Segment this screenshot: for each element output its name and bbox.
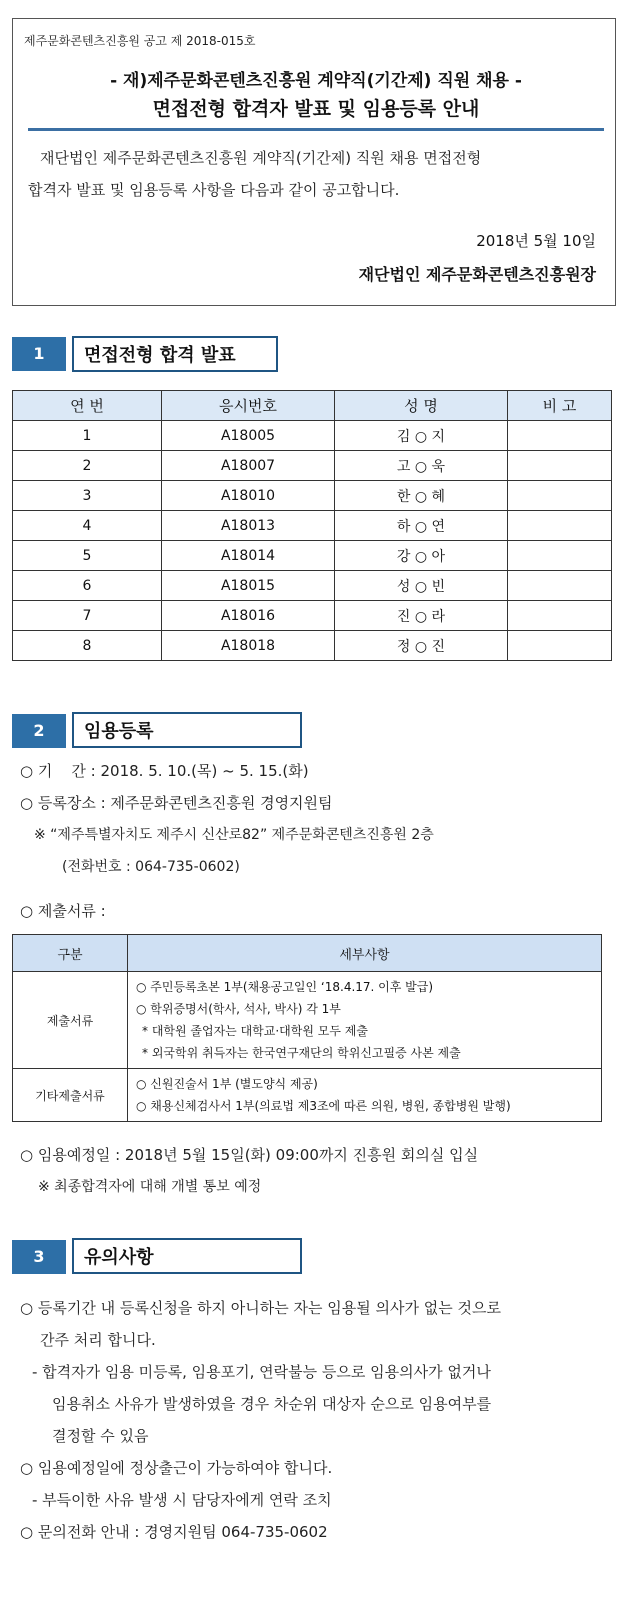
appointment-note: ※ 최종합격자에 대해 개별 통보 예정: [38, 1179, 262, 1195]
cell-no: 1: [13, 421, 162, 451]
section3-number: 3: [12, 1240, 66, 1274]
cell-exam-no: A18014: [162, 541, 335, 571]
results-row: [13, 481, 612, 511]
results-header-row: [13, 391, 612, 421]
cell-exam-no: A18018: [162, 631, 335, 661]
cell-name: 하 ○ 연: [335, 511, 508, 541]
cell-no: 6: [13, 571, 162, 601]
documents-row-required: [13, 972, 602, 1069]
results-row: [13, 571, 612, 601]
cell-no: 7: [13, 601, 162, 631]
cell-name: 강 ○ 아: [335, 541, 508, 571]
section2-number: 2: [12, 714, 66, 748]
col-header-exam-no: 응시번호: [162, 391, 335, 421]
cell-no: 4: [13, 511, 162, 541]
notice-title-block: [28, 60, 604, 131]
note-line: 결정할 수 있음: [52, 1427, 149, 1445]
cell-name: 한 ○ 혜: [335, 481, 508, 511]
results-row: [13, 421, 612, 451]
col-header-no: 연 번: [13, 391, 162, 421]
cell-name: 김 ○ 지: [335, 421, 508, 451]
note-line: ○ 문의전화 안내 : 경영지원팀 064-735-0602: [20, 1523, 328, 1541]
note-line: 간주 처리 합니다.: [40, 1331, 156, 1349]
section3-title: 유의사항: [72, 1238, 302, 1274]
cell-remark: [508, 511, 612, 541]
results-row: [13, 541, 612, 571]
cell-name: 정 ○ 진: [335, 631, 508, 661]
cell-remark: [508, 481, 612, 511]
section1-number: 1: [12, 337, 66, 371]
col-header-remark: 비 고: [508, 391, 612, 421]
section2-title: 임용등록: [72, 712, 302, 748]
documents-item: ○ 주민등록초본 1부(채용공고일인 ‘18.4.17. 이후 발급): [136, 980, 434, 994]
cell-exam-no: A18005: [162, 421, 335, 451]
documents-col-detail: 세부사항: [128, 935, 602, 972]
documents-header-row: [13, 935, 602, 972]
appointment-date: ○ 임용예정일 : 2018년 5월 15일(화) 09:00까지 진흥원 회의실 입실: [20, 1146, 479, 1164]
note-line: - 합격자가 임용 미등록, 임용포기, 연락불능 등으로 임용의사가 없거나: [32, 1363, 491, 1381]
documents-detail: [128, 1069, 602, 1122]
cell-remark: [508, 541, 612, 571]
documents-item: * 외국학위 취득자는 한국연구재단의 학위신고필증 사본 제출: [142, 1046, 461, 1060]
documents-item: ○ 채용신체검사서 1부(의료법 제3조에 따른 의원, 병원, 종합병원 발행): [136, 1099, 511, 1113]
note-line: 임용취소 사유가 발생하였을 경우 차순위 대상자 순으로 임용여부를: [52, 1395, 492, 1413]
note-line: ○ 임용예정일에 정상출근이 가능하여야 합니다.: [20, 1459, 333, 1477]
documents-item: ○ 학위증명서(학사, 석사, 박사) 각 1부: [136, 1002, 341, 1016]
results-row: [13, 631, 612, 661]
registration-phone: (전화번호 : 064-735-0602): [62, 859, 240, 875]
notice-date: 2018년 5월 10일: [476, 232, 596, 250]
cell-remark: [508, 451, 612, 481]
cell-no: 2: [13, 451, 162, 481]
note-line: - 부득이한 사유 발생 시 담당자에게 연락 조치: [32, 1491, 332, 1509]
cell-exam-no: A18015: [162, 571, 335, 601]
documents-row-other: [13, 1069, 602, 1122]
cell-no: 3: [13, 481, 162, 511]
cell-no: 5: [13, 541, 162, 571]
results-row: [13, 451, 612, 481]
cell-remark: [508, 571, 612, 601]
signer: 재단법인 제주문화콘텐츠진흥원장: [358, 265, 596, 284]
cell-exam-no: A18016: [162, 601, 335, 631]
documents-category: 기타제출서류: [13, 1069, 128, 1122]
cell-remark: [508, 601, 612, 631]
cell-name: 고 ○ 욱: [335, 451, 508, 481]
cell-exam-no: A18007: [162, 451, 335, 481]
documents-label: ○ 제출서류 :: [20, 902, 106, 920]
cell-exam-no: A18010: [162, 481, 335, 511]
col-header-name: 성 명: [335, 391, 508, 421]
cell-remark: [508, 421, 612, 451]
notice-number: 제주문화콘텐츠진흥원 공고 제 2018-015호: [24, 34, 256, 48]
cell-exam-no: A18013: [162, 511, 335, 541]
documents-table: [12, 934, 602, 1122]
documents-category: 제출서류: [13, 972, 128, 1069]
intro-text: [28, 142, 608, 206]
note-line: ○ 등록기간 내 등록신청을 하지 아니하는 자는 임용될 의사가 없는 것으로: [20, 1299, 501, 1317]
notes-list: [20, 1292, 620, 1548]
documents-item: * 대학원 졸업자는 대학교·대학원 모두 제출: [142, 1024, 368, 1038]
documents-item: ○ 신원진술서 1부 (별도양식 제공): [136, 1077, 318, 1091]
cell-no: 8: [13, 631, 162, 661]
intro-line-1: 재단법인 제주문화콘텐츠진흥원 계약직(기간제) 직원 채용 면접전형: [40, 149, 482, 167]
registration-address: ※ “제주특별자치도 제주시 신산로82” 제주문화콘텐츠진흥원 2층: [34, 827, 434, 843]
registration-period: ○ 기 간 : 2018. 5. 10.(목) ~ 5. 15.(화): [20, 762, 309, 780]
results-row: [13, 511, 612, 541]
intro-line-2: 합격자 발표 및 임용등록 사항을 다음과 같이 공고합니다.: [28, 181, 400, 199]
notice-title-line1: - 재)제주문화콘텐츠진흥원 계약직(기간제) 직원 채용 -: [110, 71, 522, 91]
cell-name: 성 ○ 빈: [335, 571, 508, 601]
documents-detail: [128, 972, 602, 1069]
section1-title: 면접전형 합격 발표: [72, 336, 278, 372]
cell-remark: [508, 631, 612, 661]
results-table: [12, 390, 612, 661]
registration-place: ○ 등록장소 : 제주문화콘텐츠진흥원 경영지원팀: [20, 794, 333, 812]
notice-title-line2: 면접전형 합격자 발표 및 임용등록 안내: [152, 98, 480, 120]
cell-name: 진 ○ 라: [335, 601, 508, 631]
results-row: [13, 601, 612, 631]
documents-col-category: 구분: [13, 935, 128, 972]
